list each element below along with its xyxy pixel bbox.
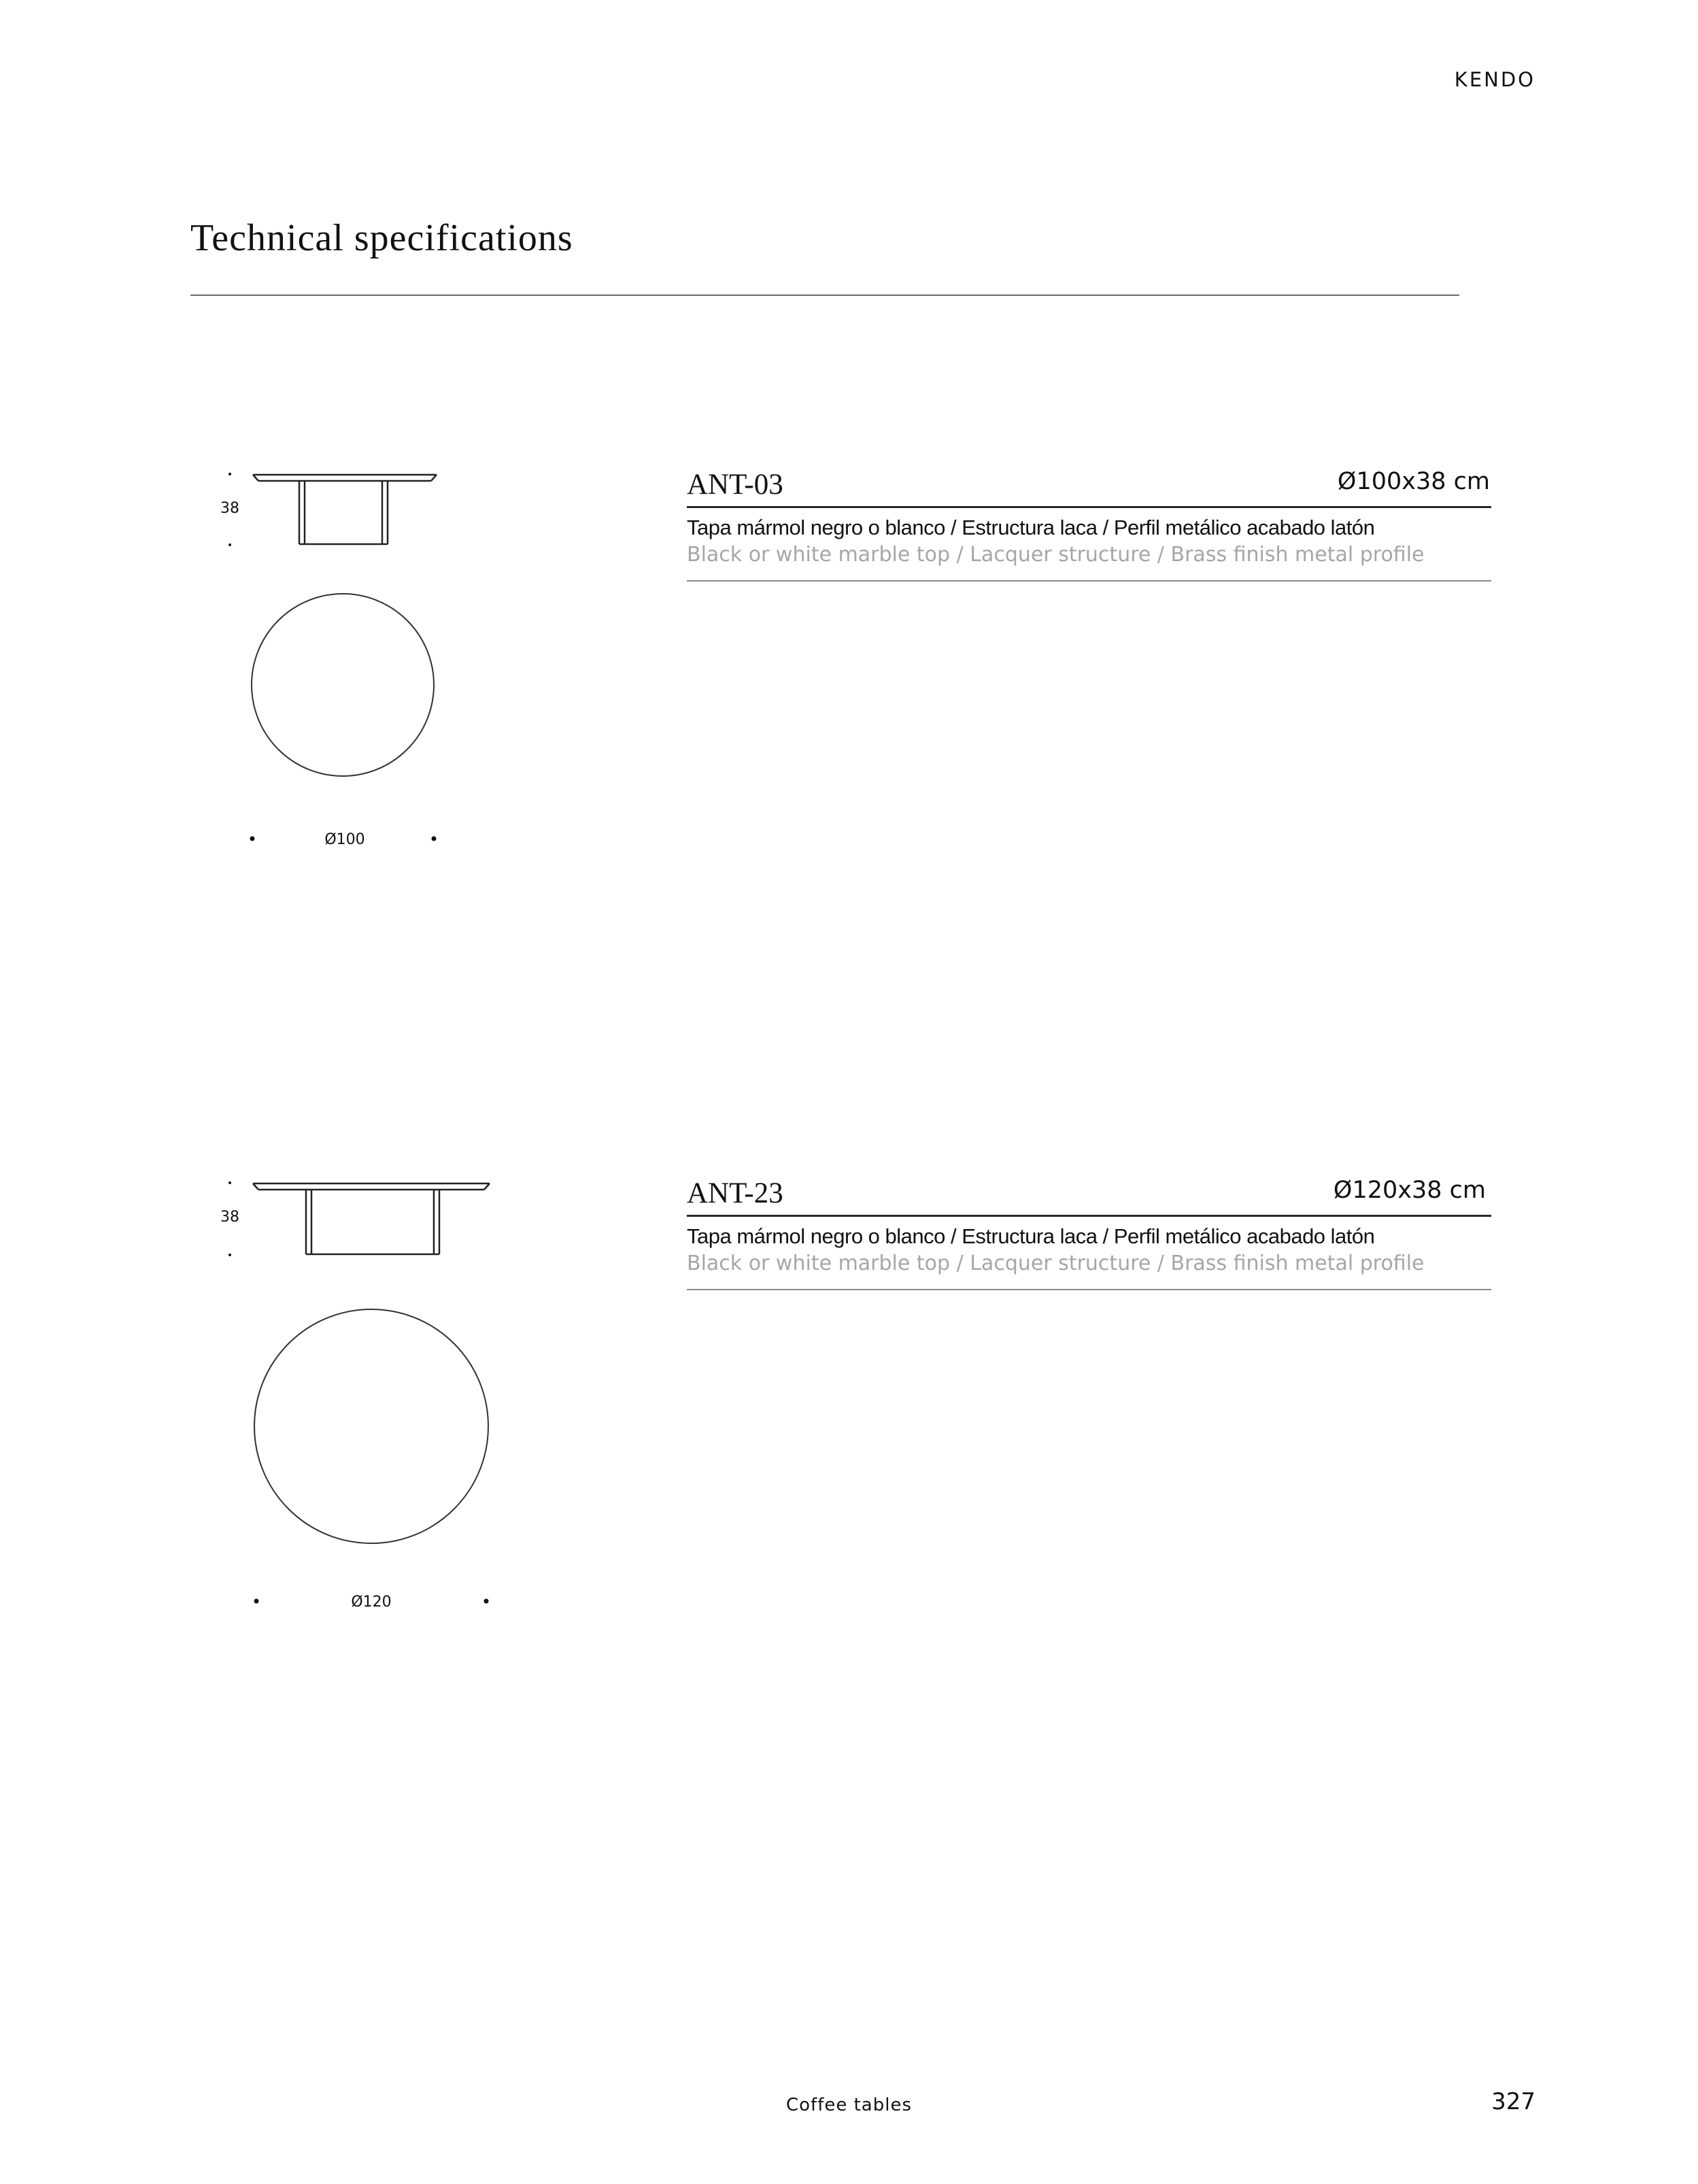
product-2-header-rule [687, 1215, 1491, 1217]
product-2-diameter-label: Ø120 [351, 1594, 392, 1611]
table-top-view [252, 594, 434, 776]
title-divider [190, 295, 1459, 296]
product-2-code: ANT-23 [687, 1177, 783, 1209]
product-1-footer-rule [687, 580, 1491, 582]
product-2-footer-rule [687, 1289, 1491, 1290]
dim-marker [228, 473, 231, 475]
dim-marker [228, 1181, 231, 1184]
dim-marker [432, 837, 437, 841]
product-2-dimensions: Ø120x38 cm [1333, 1177, 1486, 1204]
page-title: Technical specifications [190, 217, 573, 259]
footer-section-label: Coffee tables [785, 2095, 913, 2115]
brand-name: KENDO [1454, 68, 1535, 91]
dim-marker [250, 837, 255, 841]
product-1-description-es: Tapa mármol negro o blanco / Estructura laca / Perfil metálico acabado latón [687, 516, 1375, 539]
dim-marker [228, 543, 231, 546]
product-1-dimensions: Ø100x38 cm [1337, 468, 1490, 495]
page-number: 327 [1491, 2088, 1535, 2115]
table-side-view [253, 475, 437, 544]
product-2-description-en: Black or white marble top / Lacquer structure / Brass finish metal profile [687, 1251, 1425, 1275]
product-2-description-es: Tapa mármol negro o blanco / Estructura laca / Perfil metálico acabado latón [687, 1224, 1375, 1248]
product-2-height-label: 38 [220, 1209, 239, 1226]
dim-marker [254, 1599, 259, 1604]
product-1-description-en: Black or white marble top / Lacquer structure / Brass finish metal profile [687, 543, 1425, 567]
product-2-drawing [204, 1171, 517, 1620]
table-top-view [254, 1309, 488, 1543]
product-1-code: ANT-03 [687, 469, 783, 501]
product-1-diameter-label: Ø100 [324, 831, 365, 848]
table-side-view [253, 1183, 490, 1254]
dim-marker [228, 1254, 231, 1256]
product-1-drawing [204, 463, 503, 857]
product-1-header-rule [687, 506, 1491, 508]
dim-marker [484, 1599, 489, 1604]
product-1-height-label: 38 [220, 500, 239, 517]
